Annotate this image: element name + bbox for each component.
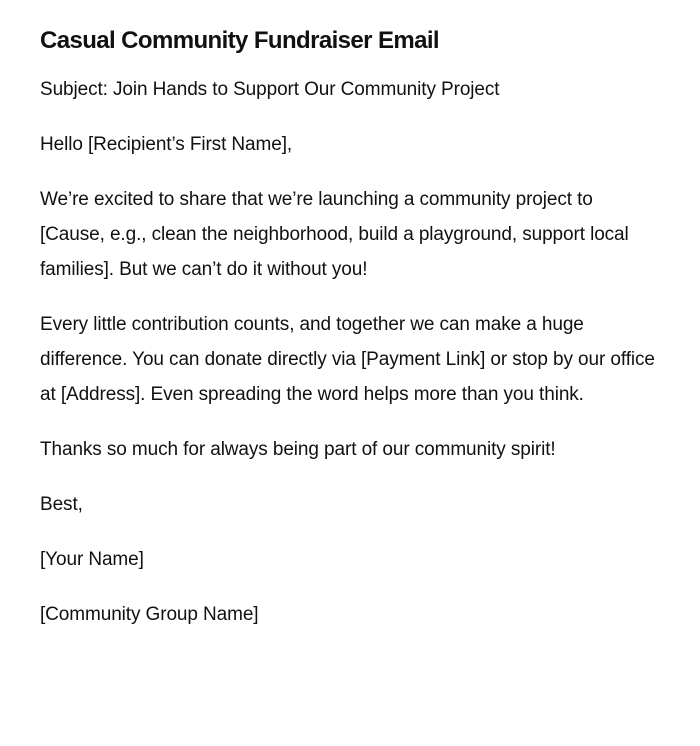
email-body-intro: We’re excited to share that we’re launching a community project to [Cause, e.g., clean the neighborhood, build a playground, support local families]. But we can’t do it without you! (40, 189, 629, 280)
email-signoff: Best, (40, 494, 83, 515)
email-sender-name: [Your Name] (40, 549, 144, 570)
email-body-donate: Every little contribution counts, and together we can make a huge difference. You can donate directly via [Payment Link] or stop by our office at [Address]. Even spreading the word helps more than you think. (40, 314, 655, 405)
email-body-thanks: Thanks so much for always being part of our community spirit! (40, 439, 556, 460)
email-group-name: [Community Group Name] (40, 604, 259, 625)
email-greeting: Hello [Recipient’s First Name], (40, 134, 293, 155)
email-subject: Subject: Join Hands to Support Our Community Project (40, 79, 500, 100)
document-title: Casual Community Fundraiser Email (40, 27, 439, 54)
